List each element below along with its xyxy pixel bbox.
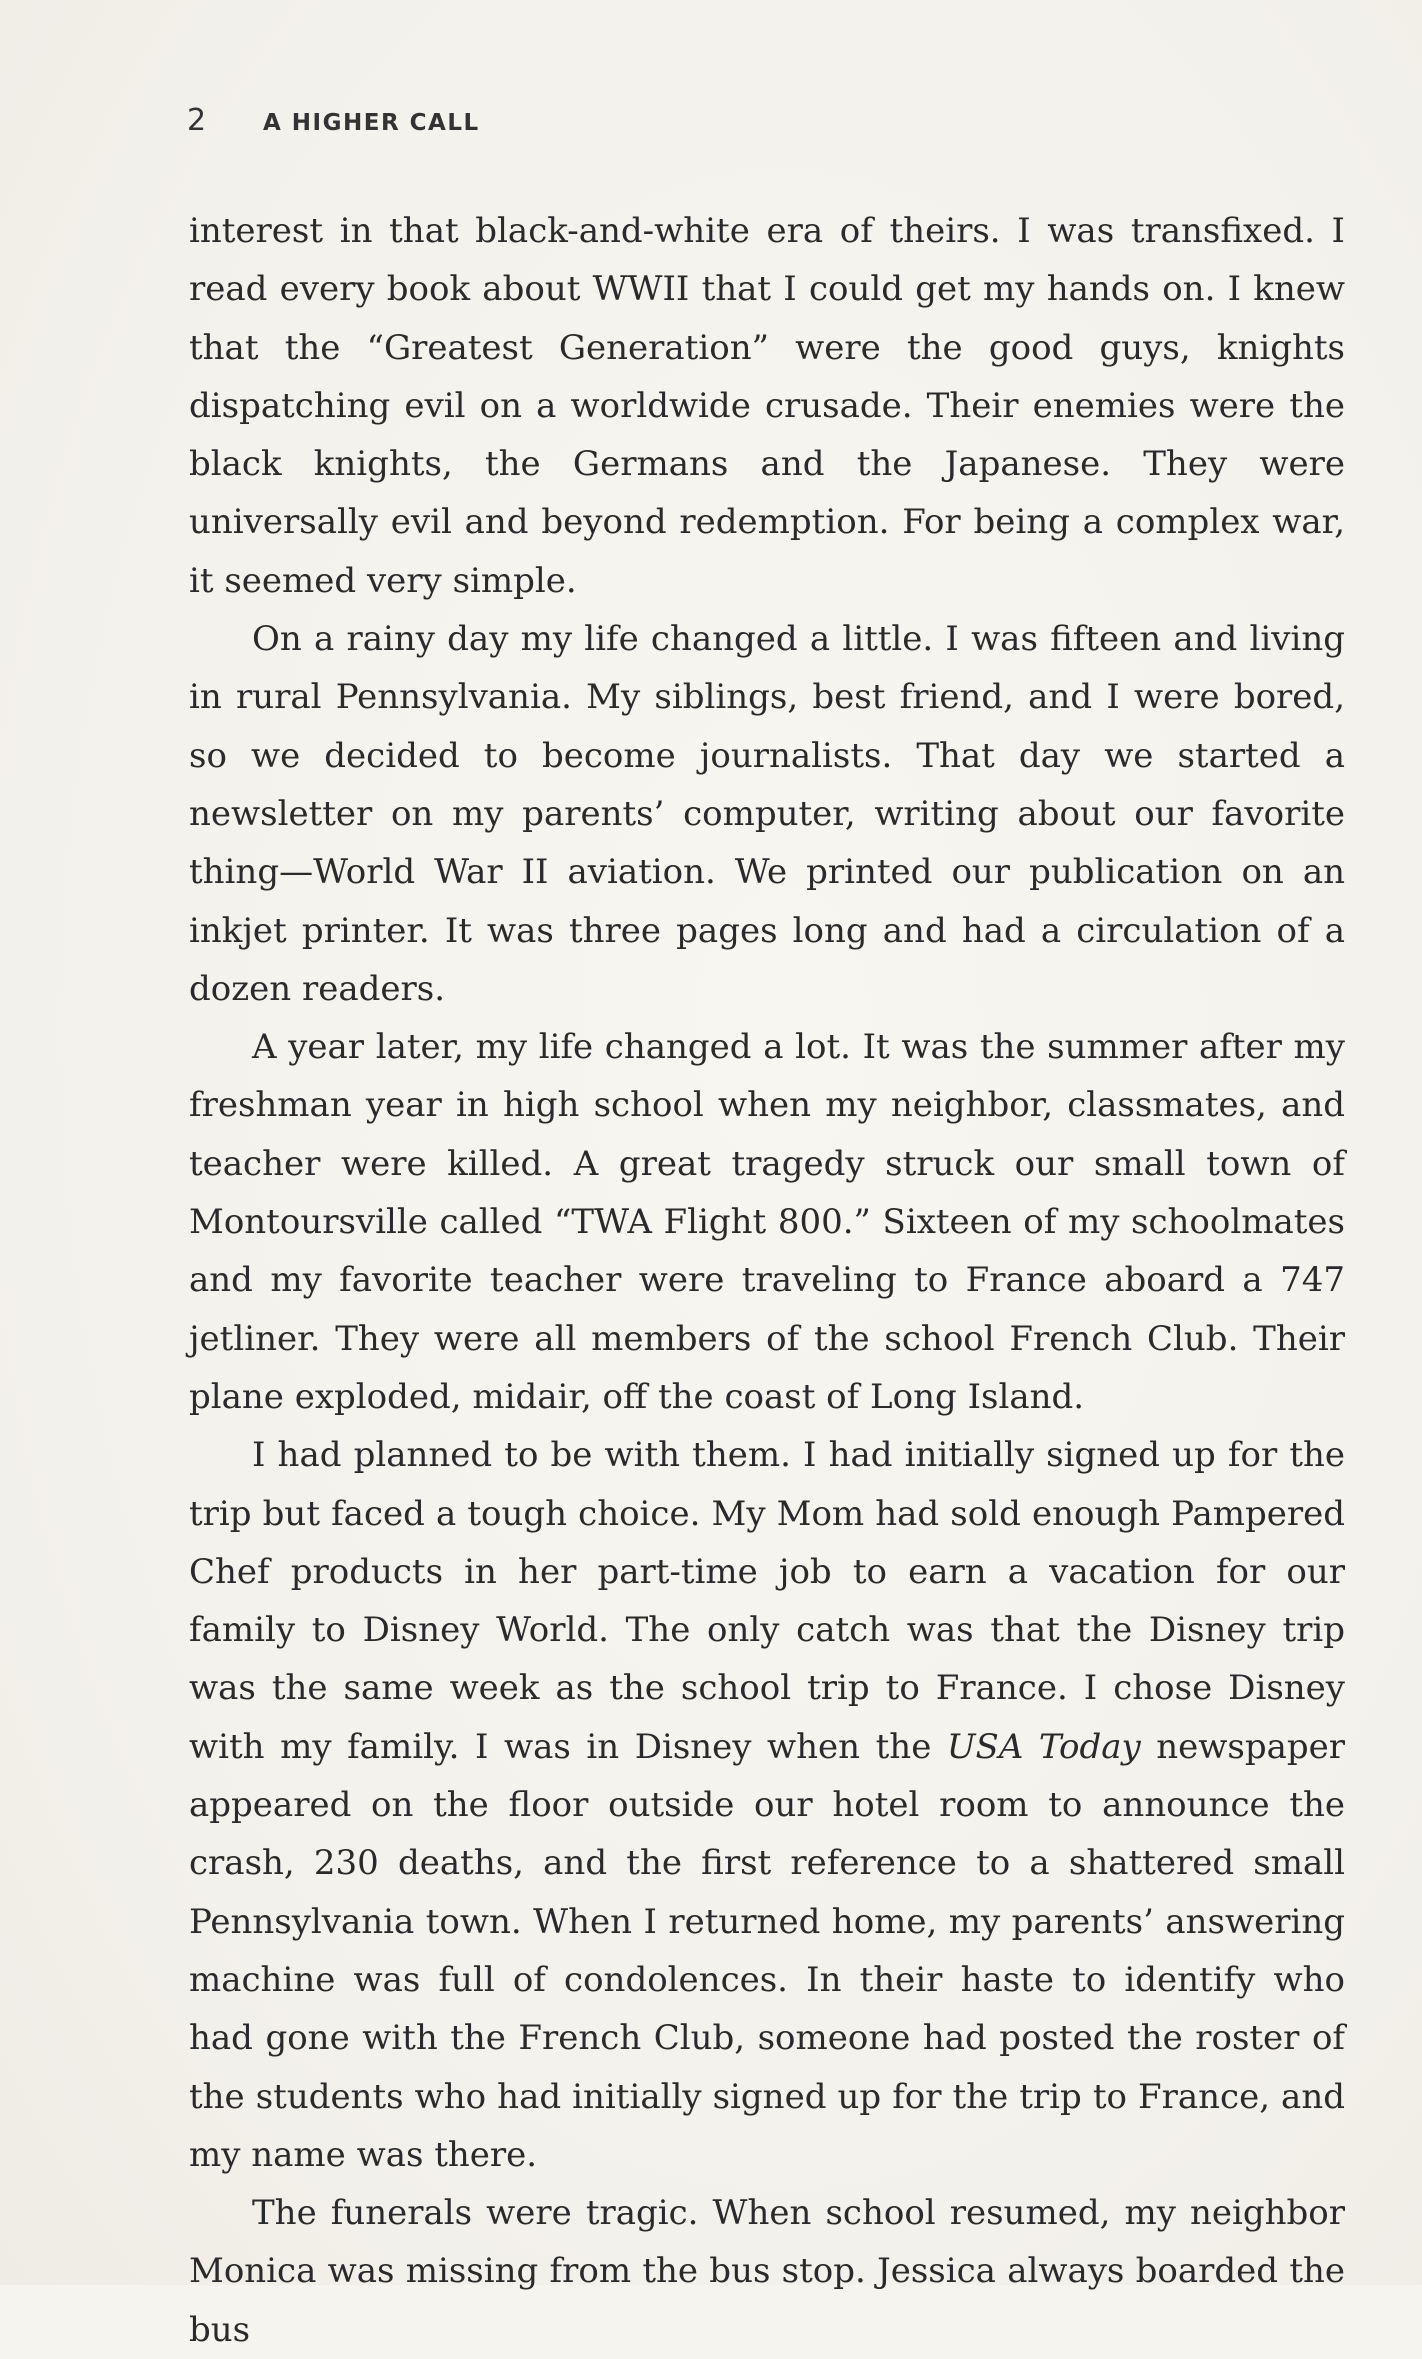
paragraph-year-later: A year later, my life changed a lot. It was the summer after my freshman year in high school when my neighbor, classmates, and teacher were killed. A great tragedy struck our small town of Montoursville called “TWA Flight 800.” Sixteen of my schoolmates and my favorite teacher were traveling to France aboard a 747 jetliner. They were all members of the school French Club. Their plane exploded, midair, off the coast of Long Island. (189, 1027, 1345, 1417)
paragraph-rainy-day: On a rainy day my life changed a little. I was fifteen and living in rural Pennsylvania. My siblings, best friend, and I were bored, so we decided to become journalists. That day we started a newsletter on my parents’ computer, writing about our favorite thing—World War II aviation. We printed our publication on an inkjet printer. It was three pages long and had a circulation of a dozen readers. (189, 619, 1345, 1009)
newspaper-title: USA Today (946, 1726, 1141, 1767)
body-text (189, 202, 1345, 2359)
paragraph-planned-start: I had planned to be with them. I had initially signed up for the trip but faced a tough choice. My Mom had sold enough Pampered Chef products in her part-time job to earn a vacation for our family to Disney World. The only catch was that the Disney trip was the same week as the school trip to France. I chose Disney with my family. I was in Disney when the (189, 1435, 1345, 1767)
running-head (187, 103, 480, 138)
paragraph-planned-end: newspaper appeared on the floor outside our hotel room to announce the crash, 230 deaths, and the first reference to a shattered small Pennsylvania town. When I returned home, my parents’ answering machine was full of condolences. In their haste to identify who had gone with the French Club, someone had posted the roster of the students who had initially signed up for the trip to France, and my name was there. (189, 1726, 1345, 2175)
book-title: A HIGHER CALL (263, 110, 480, 136)
paragraph-continued: interest in that black-and-white era of theirs. I was transfixed. I read every book about WWII that I could get my hands on. I knew that the “Greatest Generation” were the good guys, knights dispatching evil on a worldwide crusade. Their enemies were the black knights, the Germans and the Japanese. They were universally evil and beyond redemption. For being a complex war, it seemed very simple. (189, 211, 1345, 601)
paragraph-planned (189, 1426, 1345, 2184)
page-number: 2 (187, 103, 207, 138)
paragraph-funerals: The funerals were tragic. When school resumed, my neighbor Monica was missing from the bus stop. Jessica always boarded the bus (189, 2193, 1345, 2350)
